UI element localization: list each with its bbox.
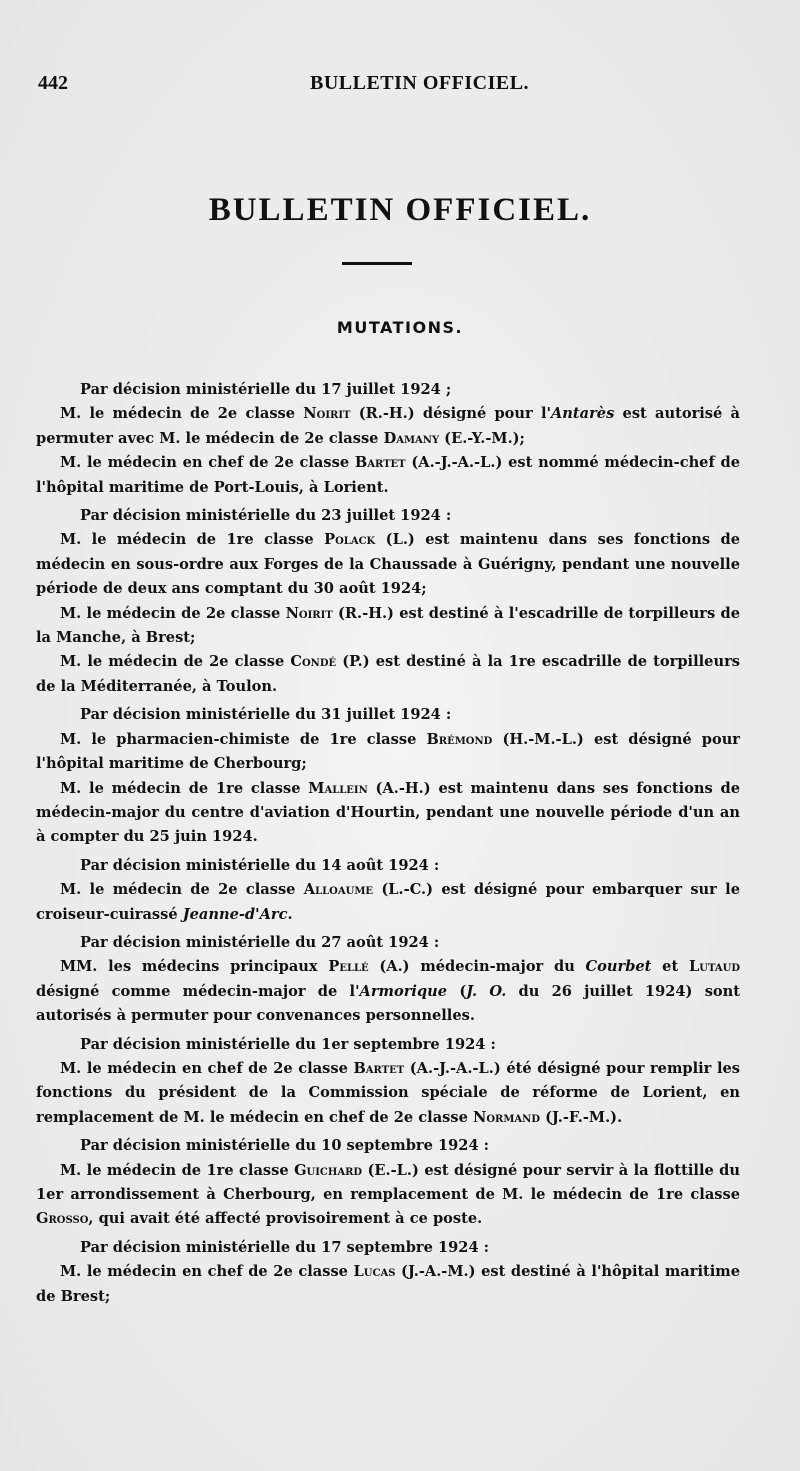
decision-heading: Par décision ministérielle du 14 août 1924 : xyxy=(80,856,440,874)
mutation-paragraph: M. le médecin de 2e classe Noirit (R.-H.) est destiné à l'escadrille de torpilleurs de la Manche, à Brest; xyxy=(36,604,740,647)
italic-name: Antarès xyxy=(550,405,615,423)
document-body xyxy=(36,378,740,1309)
surname: Grosso xyxy=(36,1210,89,1228)
mutation-paragraph: M. le médecin de 2e classe Alloaume (L.-C.) est désigné pour embarquer sur le croiseur-cuirassé Jeanne-d'Arc. xyxy=(36,881,740,923)
surname: Brémond xyxy=(426,730,493,748)
surname: Lutaud xyxy=(688,958,740,976)
decision-heading: Par décision ministérielle du 17 juillet 1924 ; xyxy=(80,381,452,398)
surname: Lucas xyxy=(353,1263,396,1281)
surname: Condé xyxy=(290,653,337,671)
surname: Damany xyxy=(383,429,440,447)
mutation-paragraph: M. le médecin en chef de 2e classe Bartet (A.-J.-A.-L.) été désigné pour remplir les fonctions du président de la Commission spéciale de réforme de Lorient, en remplacement de M. le médecin en chef de 2e classe Normand (J.-F.-M.). xyxy=(36,1059,740,1126)
mutation-paragraph: M. le médecin en chef de 2e classe Lucas (J.-A.-M.) est destiné à l'hôpital maritime de Brest; xyxy=(36,1263,740,1305)
surname: Bartet xyxy=(353,1059,405,1077)
running-header xyxy=(38,72,762,102)
mutation-paragraph: M. le médecin de 1re classe Guichard (E.-L.) est désigné pour servir à la flottille du 1er arrondissement à Cherbourg, en remplacement de M. le médecin de 1re classe Grosso, qui avait été affecté provisoirement à ce poste. xyxy=(36,1161,740,1228)
decision-heading: Par décision ministérielle du 10 septembre 1924 : xyxy=(80,1137,490,1155)
decision-heading: Par décision ministérielle du 23 juillet 1924 : xyxy=(80,507,452,525)
surname: Guichard xyxy=(294,1161,363,1179)
mutation-paragraph: M. le médecin de 1re classe Mallein (A.-H.) est maintenu dans ses fonctions de médecin-major du centre d'aviation d'Hourtin, pendant une nouvelle période d'un an à compter du 25 juin 1924. xyxy=(36,779,740,846)
mutation-paragraph: M. le médecin de 2e classe Condé (P.) est destiné à la 1re escadrille de torpilleurs de la Méditerranée, à Toulon. xyxy=(36,653,740,695)
mutation-paragraph: M. le pharmacien-chimiste de 1re classe Brémond (H.-M.-L.) est désigné pour l'hôpital maritime de Cherbourg; xyxy=(36,730,740,773)
decision-heading: Par décision ministérielle du 27 août 1924 : xyxy=(80,933,440,951)
mutation-paragraph: M. le médecin de 1re classe Polack (L.) est maintenu dans ses fonctions de médecin en sous-ordre aux Forges de la Chaussade à Guérigny, pendant une nouvelle période de deux ans comptant du 30 août 1924; xyxy=(36,531,740,598)
section-heading: MUTATIONS. xyxy=(336,318,464,337)
italic-name: J. O. xyxy=(466,982,507,1000)
page-title: BULLETIN OFFICIEL. xyxy=(208,192,592,228)
decision-heading: Par décision ministérielle du 17 septembre 1924 : xyxy=(80,1238,490,1256)
surname: Normand xyxy=(472,1108,540,1126)
surname: Noirit xyxy=(303,405,351,423)
mutation-paragraph: MM. les médecins principaux Pellé (A.) médecin-major du Courbet et Lutaud désigné comme médecin-major de l'Armorique (J. O. du 26 juillet 1924) sont autorisés à permuter pour convenances personnelles. xyxy=(36,958,741,1025)
mutation-paragraph: M. le médecin en chef de 2e classe Bartet (A.-J.-A.-L.) est nommé médecin-chef de l'hôpital maritime de Port-Louis, à Lorient. xyxy=(36,454,740,496)
italic-name: Courbet xyxy=(585,958,652,976)
italic-name: Jeanne-d'Arc xyxy=(182,905,288,923)
surname: Mallein xyxy=(308,779,368,797)
surname: Pellé xyxy=(328,958,369,976)
mutation-paragraph: M. le médecin de 2e classe Noirit (R.-H.) désigné pour l'Antarès est autorisé à permuter avec M. le médecin de 2e classe Damany (E.-Y.-M.); xyxy=(36,405,741,447)
decision-heading: Par décision ministérielle du 1er septembre 1924 : xyxy=(80,1035,496,1053)
decision-heading: Par décision ministérielle du 31 juillet 1924 : xyxy=(80,706,452,724)
italic-name: Armorique xyxy=(359,982,448,1000)
page-number: 442 xyxy=(38,72,68,94)
title-divider xyxy=(342,262,412,265)
surname: Polack xyxy=(324,531,376,549)
surname: Noirit xyxy=(285,604,333,622)
surname: Bartet xyxy=(354,454,406,472)
surname: Alloaume xyxy=(303,881,374,899)
running-title: BULLETIN OFFICIEL. xyxy=(310,72,530,94)
